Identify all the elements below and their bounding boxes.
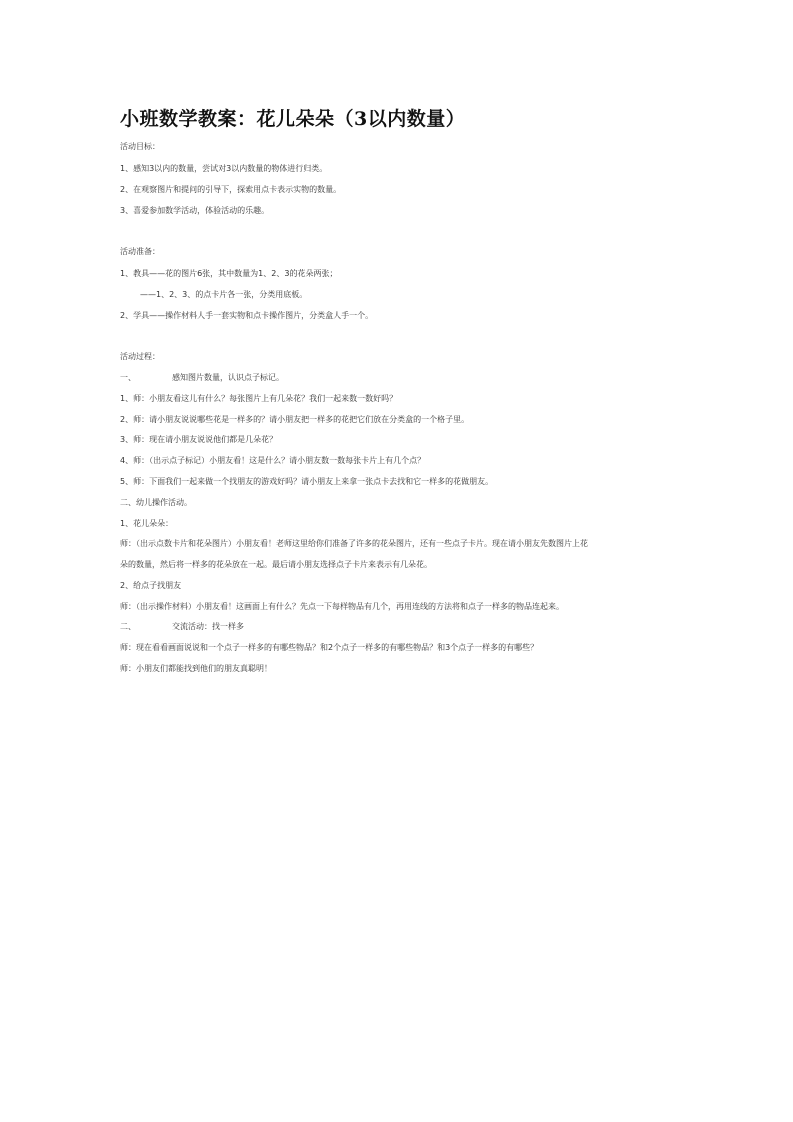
document-title: 小班数学教案：花儿朵朵（3以内数量） [120, 108, 466, 130]
section-1-title: 感知图片数量，认识点子标记。 [172, 373, 284, 382]
section-3-item: 师：小朋友们都能找到他们的朋友真聪明！ [120, 664, 272, 673]
section-2-heading: 二、幼儿操作活动。 [120, 498, 192, 507]
preparation-item: ——1、2、3、的点卡片各一张，分类用底板。 [140, 290, 308, 299]
subsection-1-text: 朵的数量，然后将一样多的花朵放在一起。最后请小朋友选择点子卡片来表示有几朵花。 [120, 560, 432, 569]
subsection-1-text: 师：（出示点数卡片和花朵图片）小朋友看！老师这里给你们准备了许多的花朵图片，还有一些点子卡片。现在请小朋友先数图片上花 [120, 539, 588, 548]
section-1-number: 一、 [120, 373, 136, 382]
subsection-2-heading: 2、给点子找朋友 [120, 581, 182, 590]
section-1-item: 3、师：现在请小朋友说说他们都是几朵花？ [120, 435, 278, 444]
section-3-number: 二、 [120, 622, 136, 631]
section-1-item: 5、师：下面我们一起来做一个找朋友的游戏好吗？请小朋友上来拿一张点卡去找和它一样多的花做朋友。 [120, 477, 494, 486]
preparation-heading: 活动准备： [120, 247, 160, 256]
preparation-item: 1、教具——花的图片6张，其中数量为1、2、3的花朵两张； [120, 269, 338, 278]
section-3-item: 师：现在看看画面说说和一个点子一样多的有哪些物品？和2个点子一样多的有哪些物品？和3个点子一样多的有哪些？ [120, 643, 539, 652]
goal-item: 1、感知3以内的数量，尝试对3以内数量的物体进行归类。 [120, 164, 328, 173]
section-1-heading [120, 373, 284, 383]
subsection-2-text: 师：（出示操作材料）小朋友看！这画面上有什么？先点一下每样物品有几个，再用连线的方法将和点子一样多的物品连起来。 [120, 602, 564, 611]
section-1-item: 2、师：请小朋友说说哪些花是一样多的？请小朋友把一样多的花把它们放在分类盒的一个格子里。 [120, 415, 470, 424]
preparation-item: 2、学具——操作材料人手一套实物和点卡操作图片，分类盒人手一个。 [120, 311, 374, 320]
process-heading: 活动过程： [120, 352, 160, 361]
subsection-1-heading: 1、花儿朵朵： [120, 519, 174, 528]
section-1-item: 4、师：（出示点子标记）小朋友看！这是什么？请小朋友数一数每张卡片上有几个点？ [120, 456, 426, 465]
section-1-item: 1、师：小朋友看这儿有什么？每张图片上有几朵花？我们一起来数一数好吗？ [120, 394, 398, 403]
goals-heading: 活动目标： [120, 142, 160, 151]
goal-item: 3、喜爱参加数学活动，体验活动的乐趣。 [120, 206, 270, 215]
section-3-title: 交流活动：找一样多 [172, 622, 244, 631]
goal-item: 2、在观察图片和提问的引导下，探索用点卡表示实物的数量。 [120, 185, 342, 194]
section-3-heading [120, 622, 244, 632]
